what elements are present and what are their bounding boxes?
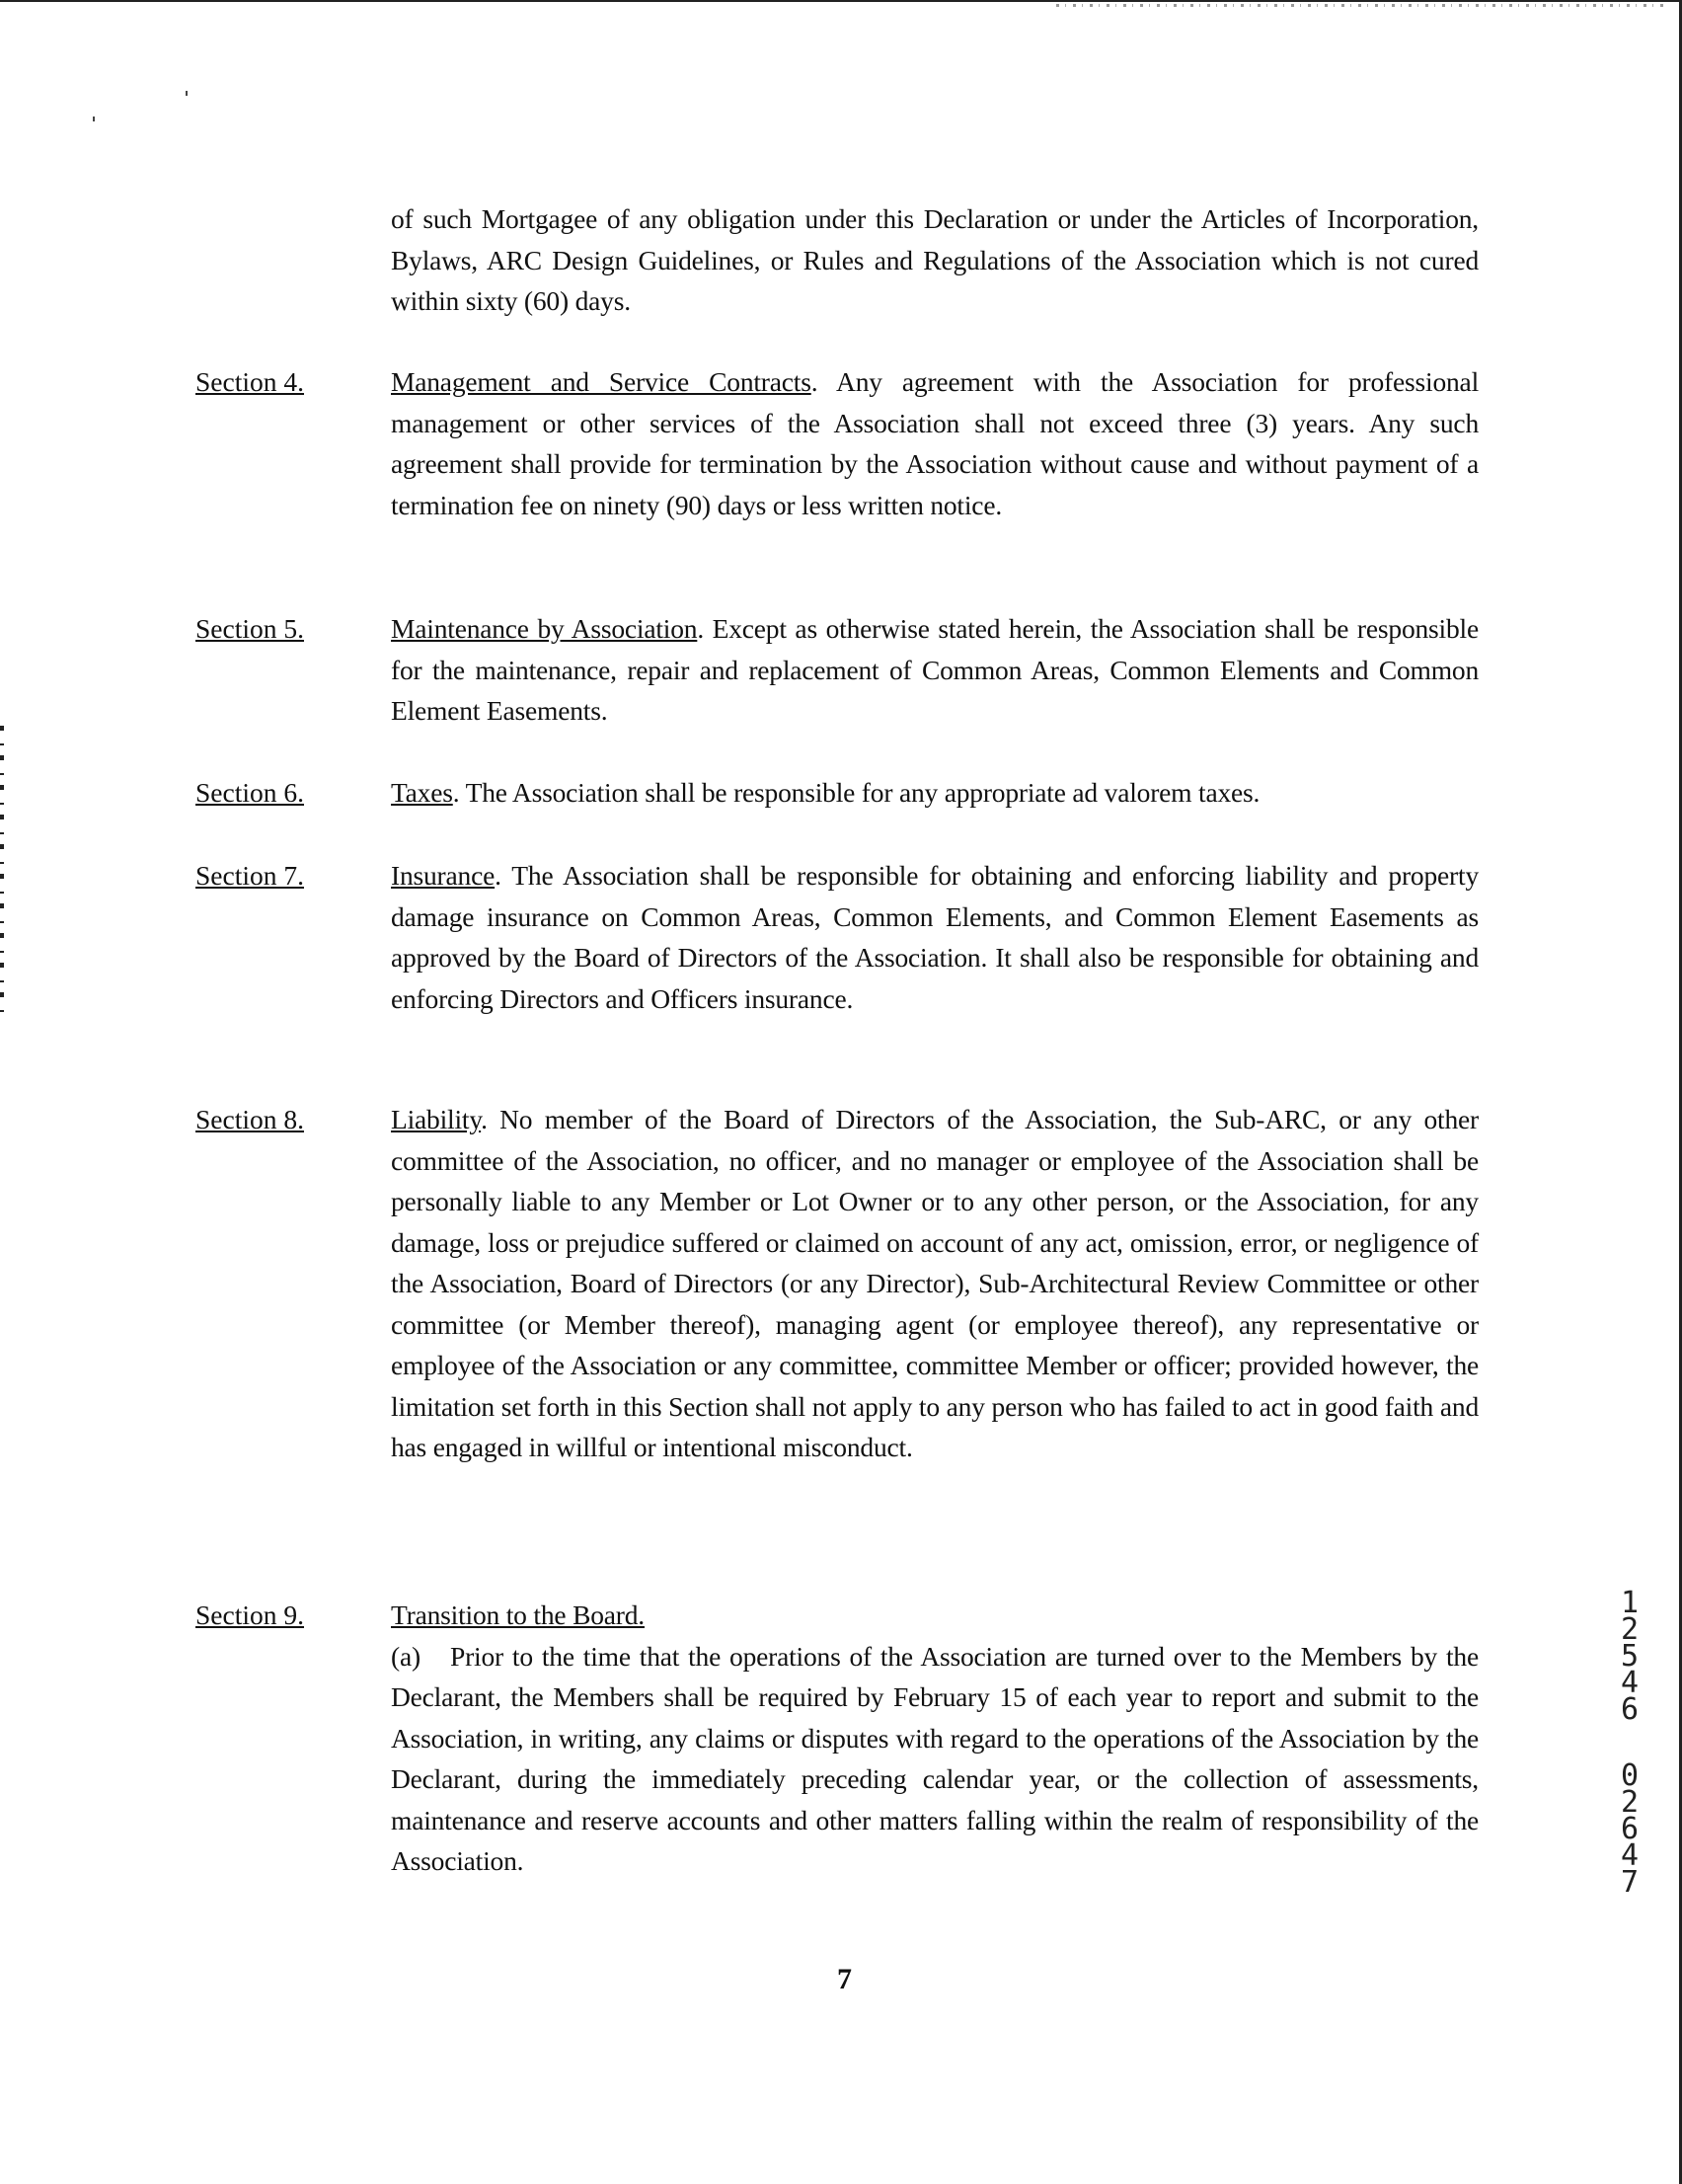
stamp-digit: 1 — [1620, 1586, 1640, 1620]
stamp-digit: 6 — [1620, 1812, 1640, 1846]
subsection-label: (a) — [391, 1640, 420, 1672]
stamp-digit: 7 — [1620, 1865, 1640, 1900]
stamp-digit: 4 — [1620, 1838, 1640, 1873]
stamp-digit: 4 — [1620, 1666, 1640, 1700]
stamp-digit: 2 — [1620, 1785, 1640, 1820]
section-text: . Any agreement with the Association for professional management or other services of the Association shall not exceed three (3) years. Any such agreement shall provide for termination by the Association without cause and without payment of a termination fee on ninety (90) days or less written notice. — [391, 366, 1480, 520]
section-label: Section 9. — [195, 1599, 304, 1630]
subsection-text: Prior to the time that the operations of the Association are turned over to the Members by the Declarant, the Members shall be required by February 15 of each year to report and submit to the Association, in writing, any claims or disputes with regard to the operations of the Association by the Declarant, during the immediately preceding calendar year, or the collection of assessments, maintenance and reserve accounts and other matters falling within the realm of responsibility of the Association. — [391, 1640, 1479, 1876]
section-heading: Maintenance by Association — [391, 613, 698, 644]
section-heading: Management and Service Contracts — [391, 366, 811, 397]
page-number: 7 — [837, 1963, 852, 1995]
section-body — [391, 608, 1479, 732]
stamp-digit: 0 — [1620, 1758, 1640, 1793]
stamp-digit: 2 — [1620, 1612, 1640, 1647]
section-text: . The Association shall be responsible for any appropriate ad valorem taxes. — [452, 777, 1261, 808]
section-body — [391, 772, 1479, 814]
section-body — [391, 1595, 1479, 1882]
stamp-gap — [1619, 1723, 1641, 1762]
scan-top-noise — [1056, 4, 1668, 7]
section-label: Section 5. — [195, 613, 304, 644]
section-body — [391, 855, 1479, 1019]
scan-left-edge-marks — [0, 726, 4, 1022]
section-body — [391, 1099, 1479, 1468]
section-heading: Insurance — [391, 860, 496, 891]
section-heading: Liability — [391, 1104, 482, 1134]
section-body — [391, 361, 1479, 525]
section-text: . The Association shall be responsible for obtaining and enforcing liability and property damage insurance on Common Areas, Common Elements, and Common Element Easements as approved by the Board of Directors of the Association. It shall also be responsible for obtaining and enforcing Directors and Officers insurance. — [391, 860, 1479, 1014]
section-label: Section 8. — [195, 1104, 304, 1134]
section-text: . No member of the Board of Directors of the Association, the Sub-ARC, or any other committee of the Association, no officer, and no manager or employee of the Association shall be personally liable to any Member or Lot Owner or to any other person, or the Association, for any damage, loss or prejudice suffered or claimed on account of any act, omission, error, or negligence of the Association, Board of Directors (or any Director), Sub-Architectural Review Committee or other committee (or Member thereof), managing agent (or employee thereof), any representative or employee of the Association or any committee, committee Member or officer; provided however, the limitation set forth in this Section shall not apply to any person who has failed to act in good faith and has engaged in willful or intentional misconduct. — [391, 1104, 1479, 1462]
subsection-a — [391, 1636, 1479, 1882]
recording-stamp — [1619, 1586, 1641, 1900]
section-heading: Taxes — [391, 777, 453, 808]
section-label: Section 4. — [195, 366, 304, 397]
scan-speck — [186, 91, 188, 96]
section-label: Section 6. — [195, 777, 304, 808]
scan-speck — [93, 117, 95, 121]
continuation-paragraph: of such Mortgagee of any obligation under this Declaration or under the Articles of Incorporation, Bylaws, ARC Design Guidelines, or Rules and Regulations of the Association which is not cured within sixty (60) days. — [391, 203, 1479, 316]
stamp-digit: 5 — [1620, 1639, 1640, 1674]
section-label: Section 7. — [195, 860, 304, 891]
stamp-digit: 6 — [1620, 1692, 1640, 1727]
section-text: . Except as otherwise stated herein, the Association shall be responsible for the maintenance, repair and replacement of Common Areas, Common Elements and Common Element Easements. — [391, 613, 1479, 726]
scan-top-border — [0, 0, 1682, 2]
section-heading: Transition to the Board. — [391, 1599, 645, 1630]
